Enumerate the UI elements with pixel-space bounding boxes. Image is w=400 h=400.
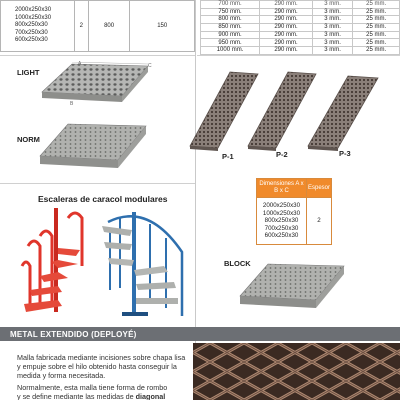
top-right-spec-table xyxy=(200,0,400,55)
p2-label: P-2 xyxy=(276,150,288,159)
table-cell: 25 mm. xyxy=(353,24,400,32)
top-left-spec-table xyxy=(0,0,195,52)
size-value: 800x250x30 xyxy=(15,22,48,29)
metal-paragraph-1: Malla fabricada mediante incisiones sobre chapa lisa y empuje sobre el hilo obtenido hasta conseguir la medida y forma necesitada. xyxy=(17,353,186,380)
table-cell: 1000 mm. xyxy=(201,47,260,55)
table-cell: 25 mm. xyxy=(353,47,400,55)
table-cell: 25 mm. xyxy=(353,8,400,16)
table-cell: 750 mm. xyxy=(201,8,260,16)
block-step-image xyxy=(238,262,346,316)
col4-cell: 150 xyxy=(130,1,195,52)
table-cell: 25 mm. xyxy=(353,31,400,39)
divider xyxy=(197,55,400,56)
paragraph-line: y se define mediante las medidas de xyxy=(17,392,136,400)
table-row xyxy=(201,31,400,39)
table-cell: 3 mm. xyxy=(312,39,352,47)
red-spiral-stair xyxy=(22,208,82,312)
table-cell: 25 mm. xyxy=(353,16,400,24)
size-value: 1000x250x30 xyxy=(262,209,301,217)
table-row xyxy=(201,1,400,9)
light-label: LIGHT xyxy=(17,68,40,77)
size-value: 700x250x30 xyxy=(15,29,48,36)
paragraph-bold-word: diagonal xyxy=(135,392,166,400)
table-cell: 700 mm. xyxy=(201,1,260,9)
dim-label-c: C xyxy=(148,63,152,69)
table-row xyxy=(201,8,400,16)
dimensions-sizes xyxy=(257,198,307,245)
sizes-cell xyxy=(1,1,75,52)
size-value: 1000x250x30 xyxy=(15,14,52,21)
size-value: 600x250x30 xyxy=(15,37,48,44)
divider xyxy=(0,55,195,56)
size-value: 2000x250x30 xyxy=(15,7,52,14)
table-cell: 3 mm. xyxy=(312,24,352,32)
blue-spiral-stair xyxy=(102,212,182,316)
spiral-stairs-title: Escaleras de caracol modulares xyxy=(38,194,168,204)
divider xyxy=(0,183,195,184)
col2-cell: 2 xyxy=(74,1,88,52)
table-cell: 3 mm. xyxy=(312,31,352,39)
norm-step-image xyxy=(38,122,150,176)
step-p1 xyxy=(190,72,258,151)
table-cell: 290 mm. xyxy=(260,24,313,32)
p1-label: P-1 xyxy=(222,152,234,161)
thickness-header: Espesor xyxy=(306,179,331,198)
spiral-stairs-image xyxy=(18,206,190,320)
norm-label: NORM xyxy=(17,135,40,144)
table-row xyxy=(201,16,400,24)
col3-cell: 800 xyxy=(88,1,130,52)
table-cell: 290 mm. xyxy=(260,47,313,55)
p3-label: P-3 xyxy=(339,149,351,158)
thickness-value: 2 xyxy=(306,198,331,245)
table-cell: 3 mm. xyxy=(312,8,352,16)
table-cell: 290 mm. xyxy=(260,31,313,39)
table-cell: 290 mm. xyxy=(260,16,313,24)
metal-paragraph-2 xyxy=(17,383,189,400)
table-cell: 290 mm. xyxy=(260,8,313,16)
table-cell: 900 mm. xyxy=(201,31,260,39)
block-label: BLOCK xyxy=(224,259,251,268)
step-p2 xyxy=(248,72,316,151)
dim-label-b: B xyxy=(70,101,74,107)
perforated-steps-image xyxy=(186,70,396,152)
table-cell: 25 mm. xyxy=(353,39,400,47)
table-row xyxy=(201,47,400,55)
table-cell: 3 mm. xyxy=(312,16,352,24)
table-cell: 290 mm. xyxy=(260,1,313,9)
size-value: 2000x250x30 xyxy=(262,202,301,209)
light-step-image xyxy=(40,62,152,110)
table-cell: 3 mm. xyxy=(312,1,352,9)
paragraph-line: Normalmente, esta malla tiene forma de rombo xyxy=(17,383,168,392)
table-cell: 950 mm. xyxy=(201,39,260,47)
table-cell: 850 mm. xyxy=(201,24,260,32)
expanded-metal-image xyxy=(193,343,400,400)
table-cell: 3 mm. xyxy=(312,47,352,55)
size-value: 700x250x30 xyxy=(264,224,299,232)
table-row xyxy=(201,24,400,32)
table-cell: 290 mm. xyxy=(260,39,313,47)
table-row xyxy=(201,39,400,47)
table-cell: 800 mm. xyxy=(201,16,260,24)
size-value: 800x250x30 xyxy=(264,217,299,225)
dimensions-table xyxy=(256,178,332,245)
dimensions-header: Dimensiones A x B x C xyxy=(257,179,307,198)
metal-section-title: METAL EXTENDIDO (DEPLOYÉ) xyxy=(10,330,137,339)
size-value: 600x250x30 xyxy=(264,232,299,240)
table-cell: 25 mm. xyxy=(353,1,400,9)
step-p3 xyxy=(308,76,378,151)
